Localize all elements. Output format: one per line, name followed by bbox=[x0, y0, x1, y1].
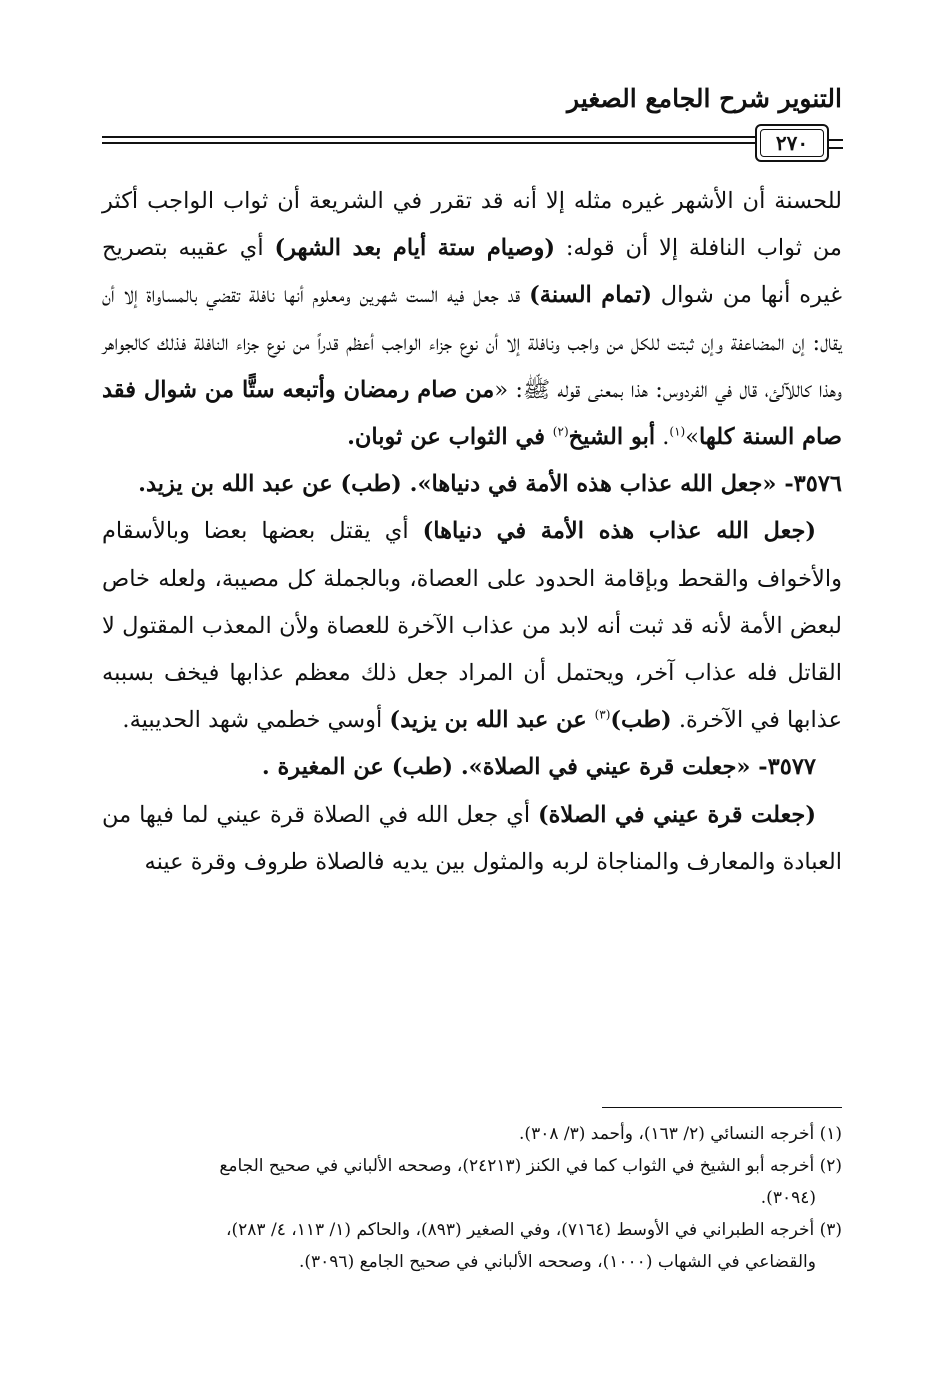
footnote-2: (٢) أخرجه أبو الشيخ في الثواب كما في الكنز (٢٤٢١٣)، وصححه الألباني في صحيح الجامع bbox=[219, 1156, 842, 1176]
footnotes bbox=[102, 1118, 842, 1278]
page-number: ٢٧٠ bbox=[775, 131, 809, 155]
text-run: . bbox=[655, 424, 670, 451]
text-run: أي جعل الله في الصلاة قرة عيني لما فيها من العبادة والمعارف والمناجاة لربه والمثول بين يديه فالصلاة طروف وقرة عينه bbox=[102, 801, 842, 875]
hadith-quote: (جعلت قرة عيني في الصلاة) bbox=[538, 801, 816, 828]
footnote-ref[interactable]: (٢) bbox=[552, 424, 569, 439]
footnote-3: (٣) أخرجه الطبراني في الأوسط (٧١٦٤)، وفي الصغير (٨٩٣)، والحاكم (١/ ١١٣، ٤/ ٢٨٣)، bbox=[226, 1220, 842, 1240]
body-text bbox=[102, 178, 842, 886]
source-name: أبو الشيخ bbox=[568, 424, 656, 451]
paragraph-3 bbox=[102, 792, 842, 886]
hadith-heading-3576: ٣٥٧٦- «جعل الله عذاب هذه الأمة في دنياها». (طب) عن عبد الله بن يزيد. bbox=[138, 471, 842, 498]
source-code: (طب) bbox=[610, 707, 672, 734]
running-title: التنوير شرح الجامع الصغير bbox=[567, 84, 842, 113]
footnote-1: (١) أخرجه النسائي (٢/ ١٦٣)، وأحمد (٣/ ٣٠٨). bbox=[519, 1124, 842, 1144]
hadith-quote: من صام رمضان وأتبعه ستًّا من شوال فقد صام السنة كلها bbox=[102, 376, 842, 451]
source-name: في الثواب عن ثوبان. bbox=[347, 424, 553, 451]
text-run: أي عقيبه بتصريح غيره أنها من شوال bbox=[102, 235, 842, 309]
text-run: أوسي خطمي شهد الحديبية. bbox=[122, 707, 390, 734]
footnote-separator bbox=[602, 1107, 842, 1108]
header-rule-bottom bbox=[102, 142, 757, 144]
text-run: أي يقتل بعضها بعضا وبالأسقام والأخواف والقحط وبإقامة الحدود على العصاة، وبالجملة كل مصيبة، ولعله خاص لبعض الأمة لأنه قد ثبت أنه لابد من عذاب الآخرة للعصاة ولأن المعذب المقتول لا القاتل فله عذاب آخر، ويحتمل أن المراد جعل ذلك معظم عذابها فيخف بسببه عذابها في الآخرة. bbox=[102, 518, 842, 734]
hadith-heading-3577: ٣٥٧٧- «جعلت قرة عيني في الصلاة». (طب) عن المغيرة . bbox=[261, 754, 816, 781]
hadith-quote: (تمام السنة) bbox=[529, 282, 652, 309]
footnote-ref[interactable]: (١) bbox=[669, 424, 686, 439]
footnote-2-continued: (٣٠٩٤). bbox=[760, 1188, 816, 1208]
hadith-quote: (جعل الله عذاب هذه الأمة في دنياها) bbox=[422, 518, 816, 545]
footnote-3-continued: والقضاعي في الشهاب (١٠٠٠)، وصححه الألباني في صحيح الجامع (٣٠٩٦). bbox=[298, 1252, 816, 1272]
footnote-ref[interactable]: (٣) bbox=[594, 707, 611, 722]
header-rule-top bbox=[102, 136, 757, 138]
page-number-frame bbox=[755, 124, 829, 162]
text-run: قد جعل فيه الست شهرين ومعلوم أنها نافلة تقضي بالمساواة إلا أن يقال: إن المضاعفة وإن ثبتت للكل من واجب ونافلة إلا أن نوع جزاء الواجب أعظم قدراً من نوع جزاء النافلة فذلك كالجواهر وهذا كاللآلئ، قال في الفردوس: هذا بمعنى قوله ﷺ: « bbox=[102, 282, 843, 403]
header-rule-tail bbox=[829, 139, 843, 149]
narrator-name: عن عبد الله بن يزيد) bbox=[389, 707, 595, 734]
text-run: » bbox=[685, 424, 700, 451]
text-run: للحسنة أن الأشهر غيره مثله إلا أنه قد تقرر في الشريعة أن ثواب الواجب أكثر من ثواب النافلة إلا أن قوله: bbox=[102, 188, 842, 262]
paragraph-1 bbox=[102, 178, 842, 461]
hadith-quote: (وصيام ستة أيام بعد الشهر) bbox=[274, 235, 556, 262]
paragraph-2 bbox=[102, 508, 842, 744]
